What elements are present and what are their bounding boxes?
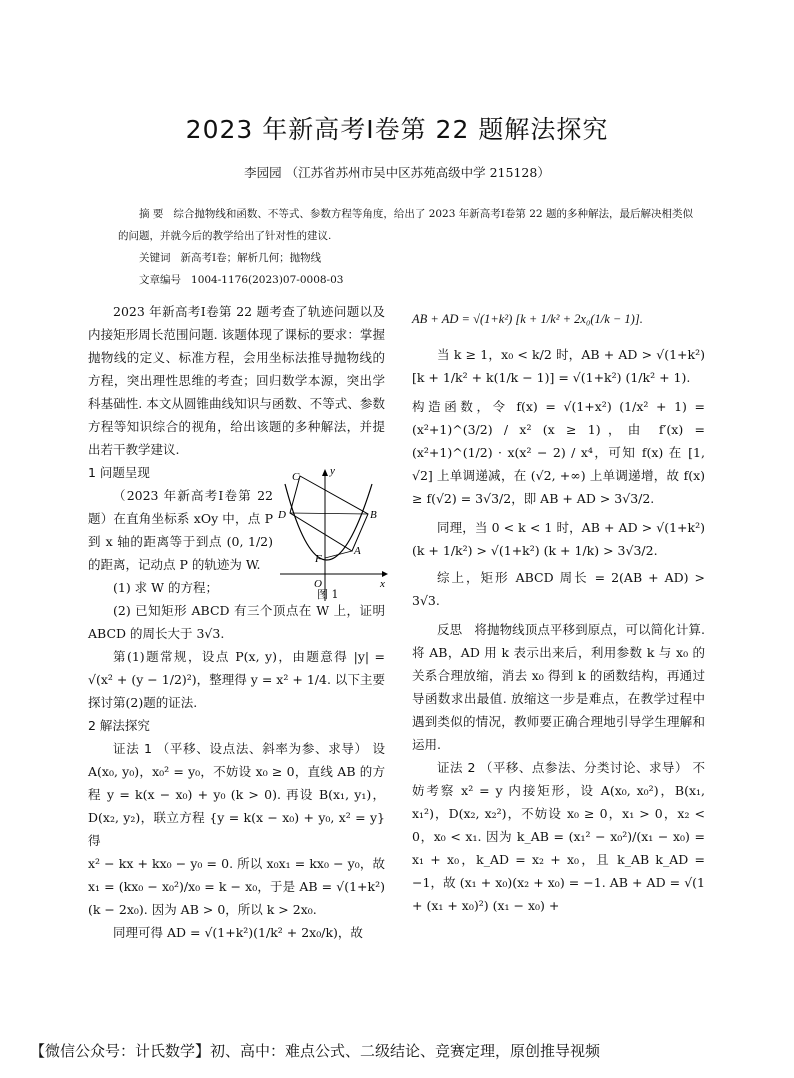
question-1: (1) 求 W 的方程； [113,580,218,595]
label-a: A [354,545,361,557]
question-2: (2) 已知矩形 ABCD 有三个顶点在 W 上，证明 ABCD 的周长大于 3√3. [88,603,385,641]
keywords: 新高考Ⅰ卷；解析几何；抛物线 [180,252,322,264]
label-f: F [315,553,322,565]
figure-1-parabola [270,466,390,606]
reflection-text: 将抛物线顶点平移到原点，可以简化计算. 将 AB，AD 用 k 表示出来后，利用参数 k 与 x₀ 的关系合理放缩，消去 x₀ 得到 k 的函数结构，再通过导函数求出最值. 放缩这一步是难点，在教学过程中遇到类似的情况，教师要正确合理地引导学生理解和运用. [412,622,705,752]
article-no: 1004-1176(2023)07-0008-03 [191,274,344,286]
label-x: x [380,578,385,590]
section-2-heading: 2 解法探究 [88,718,150,733]
solution-part-1: 第(1)题常规，设点 P(x, y)，由题意得 |y| = √(x² + (y − 1/2)²)，整理得 y = x² + 1/4. 以下主要探讨第(2)题的证法. [88,649,385,710]
method-1-text-b: x² − kx + kx₀ − y₀ = 0. 所以 x₀x₁ = kx₀ − y₀，故 x₁ = (kx₀ − x₀²)/x₀ = k − x₀，于是 AB = √(1+k²)(k − 2x₀). 因为 AB > 0，所以 k > 2x₀. [88,856,385,917]
right-para-2: 构造函数，令 f(x) = √(1+x²) (1/x² + 1) = (x²+1)^(3/2) / x² (x ≥ 1)，由 f′(x) = (x²+1)^(1/2) · x(x² − 2) / x⁴，可知 f(x) 在 [1, √2] 上单调递减，在 (√2, +∞) 上单调递增，故 f(x) ≥ f(√2) = 3√3/2，即 AB + AD > 3√3/2. [412,399,705,506]
right-column [412,300,705,917]
label-c: C [292,471,300,483]
section-1-heading: 1 问题呈现 [88,465,150,480]
author-line: 李园园 （江苏省苏州市吴中区苏苑高级中学 215128） [244,165,550,180]
problem-statement: （2023 年新高考Ⅰ卷第 22 题）在直角坐标系 xOy 中，点 P 到 x 轴的距离等于到点 (0, 1/2) 的距离，记动点 P 的轨迹为 W. [88,488,273,572]
label-o: O [314,578,322,590]
label-b: B [370,509,377,521]
abstract-text: 综合抛物线和函数、不等式、参数方程等角度，给出了 2023 年新高考Ⅰ卷第 22 题的多种解法，最后解决相类似的问题，并就今后的教学给出了针对性的建议. [118,208,693,242]
segment-fa [325,551,352,558]
right-para-1: 当 k ≥ 1，x₀ < k/2 时，AB + AD > √(1+k²) [k + 1/k² + k(1/k − 1)] = √(1+k²) (1/k² + 1). [412,347,705,385]
reflection-label: 反思 [437,622,463,637]
page-title: 2023 年新高考Ⅰ卷第 22 题解法探究 [185,115,609,144]
method-2-text: 不妨考察 x² = y 内接矩形，设 A(x₀, x₀²)，B(x₁, x₁²)，D(x₂, x₂²)，不妨设 x₀ ≥ 0，x₁ > 0，x₂ < 0，x₀ < x₁. 因为 k_AB = (x₁² − x₀²)/(x₁ − x₀) = x₁ + x₀，k_AD = x₂ + x₀，且 k_AB k_AD = −1，故 (x₁ + x₀)(x₂ + x₀) = −1. AB + AD = √(1 + (x₁ + x₀)²) (x₁ − x₀) + [412,760,705,913]
method-1-text-a: 设 A(x₀, y₀)，x₀² = y₀，不妨设 x₀ ≥ 0，直线 AB 的方程 y = k(x − x₀) + y₀ (k > 0). 再设 B(x₁, y₁)，D(x₂, y₂)，联立方程 {y = k(x − x₀) + y₀, x² = y} 得 [88,741,385,848]
label-y: y [330,466,335,477]
intro-paragraph: 2023 年新高考Ⅰ卷第 22 题考查了轨迹问题以及内接矩形周长范围问题. 该题体现了课标的要求：掌握抛物线的定义、标准方程，会用坐标法推导抛物线的方程，突出理性思维的考查；回归数学本源，突出学科基础性. 本文从圆锥曲线知识与函数、不等式、参数方程等知识综合的视角，给出该题的多种解法，并提出若干教学建议. [88,304,385,457]
footer-banner: 【微信公众号：计氏数学】初、高中：难点公式、二级结论、竞赛定理，原创推导视频 [30,1042,601,1060]
label-d: D [278,509,286,521]
segment-db [290,513,368,514]
y-axis-arrow [322,469,328,476]
article-no-label: 文章编号 [139,274,181,286]
method-1-label: 证法 1 [113,741,153,756]
keywords-label: 关键词 [139,252,171,264]
method-2-label: 证法 2 [437,760,476,775]
x-axis-arrow [382,571,388,577]
right-para-3: 同理，当 0 < k < 1 时，AB + AD > √(1+k²) (k + 1/k²) > √(1+k²) (k + 1/k) > 3√3/2. [412,520,705,558]
method-1-text-c: 同理可得 AD = √(1+k²)(1/k² + 2x₀/k)，故 [113,925,363,940]
figure-caption: 图 1 [317,588,339,601]
method-2-tag: （平移、点参法、分类讨论、求导） [479,760,688,775]
left-column [88,300,385,944]
abstract [118,203,703,291]
abstract-label: 摘 要 [139,208,164,220]
equation-ab-ad: AB + AD = √(1+k²) [k + 1/k² + 2x₀(1/k − 1)]. [412,312,643,326]
right-para-4: 综上，矩形 ABCD 周长 = 2(AB + AD) > 3√3. [412,570,705,608]
method-1-tag: （平移、设点法、斜率为参、求导） [156,741,368,756]
